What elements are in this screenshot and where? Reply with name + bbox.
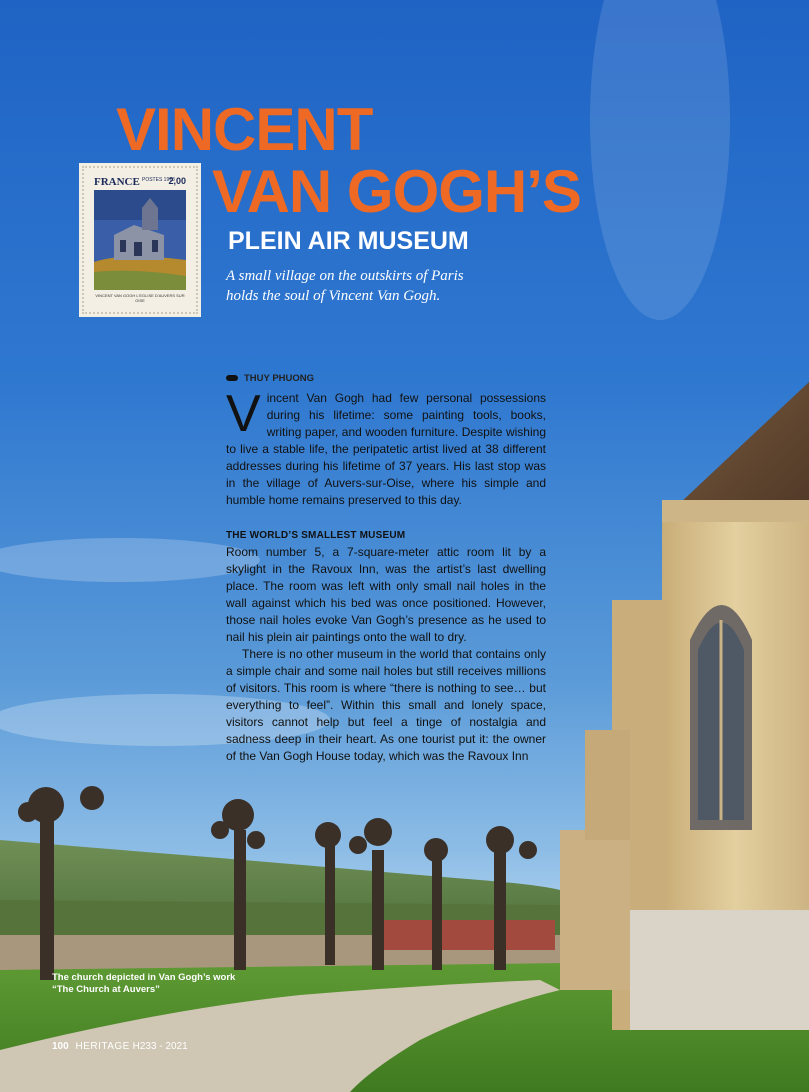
issue-number: H233 - 2021 bbox=[132, 1041, 188, 1052]
byline-marker-icon bbox=[226, 375, 238, 381]
section-heading: THE WORLD’S SMALLEST MUSEUM bbox=[226, 530, 406, 541]
paragraph-2: Room number 5, a 7-square-meter attic room lit by a skylight in the Ravoux Inn, was the artist’s last dwelling place. The room was left with only small nail holes in the wall against which his bed was once positioned. However, those nail holes evoke Van Gogh’s presence as he used to nail his plein air paintings onto the wall to dry. bbox=[226, 545, 546, 644]
article-title-line1: VINCENT bbox=[116, 96, 373, 163]
postage-stamp bbox=[82, 166, 198, 314]
paragraph-1 bbox=[226, 385, 546, 509]
paragraph-3: There is no other museum in the world that contains only a simple chair and some nail holes but still receives millions of visitors. This room is where “there is nothing to see… but everything to feel”. Within this small and lonely space, visitors cannot help but feel a tinge of nostalgia and sadness deep in their heart. As one tourist put it: the owner of the Van Gogh House today, which was the Ravoux Inn bbox=[226, 647, 546, 763]
article-body bbox=[226, 385, 546, 765]
stamp-caption: VINCENT VAN GOGH L'EGLISE D'AUVERS SUR OISE bbox=[95, 293, 185, 303]
page-folio bbox=[52, 1041, 188, 1052]
stamp-postes: POSTES 1978 bbox=[142, 177, 175, 183]
drop-cap: V bbox=[226, 385, 261, 443]
byline bbox=[226, 373, 314, 384]
page-number: 100 bbox=[52, 1041, 69, 1052]
stamp-value: 2,00 bbox=[168, 176, 186, 186]
article-subtitle: PLEIN AIR MUSEUM bbox=[228, 227, 469, 255]
paragraph-1-text: incent Van Gogh had few personal possessions during his lifetime: some painting tools, books, writing paper, and wooden furniture. Despite wishing to live a stable life, the peripatetic artist lived at 38 different addresses during his lifetime of 37 years. His last stop was in the village of Auvers-sur-Oise, where his simple and humble home remains preserved to this day. bbox=[226, 391, 546, 507]
magazine-name: HERITAGE bbox=[75, 1041, 130, 1052]
author-name: THUY PHUONG bbox=[244, 373, 315, 384]
church-painting-image bbox=[94, 190, 186, 290]
stamp-country: FRANCE bbox=[94, 176, 140, 188]
article-deck: A small village on the outskirts of Paris holds the soul of Vincent Van Gogh. bbox=[226, 268, 464, 304]
article-title-line2: VAN GOGH’S bbox=[212, 158, 581, 225]
photo-caption: The church depicted in Van Gogh’s work “The Church at Auvers” bbox=[52, 972, 236, 995]
